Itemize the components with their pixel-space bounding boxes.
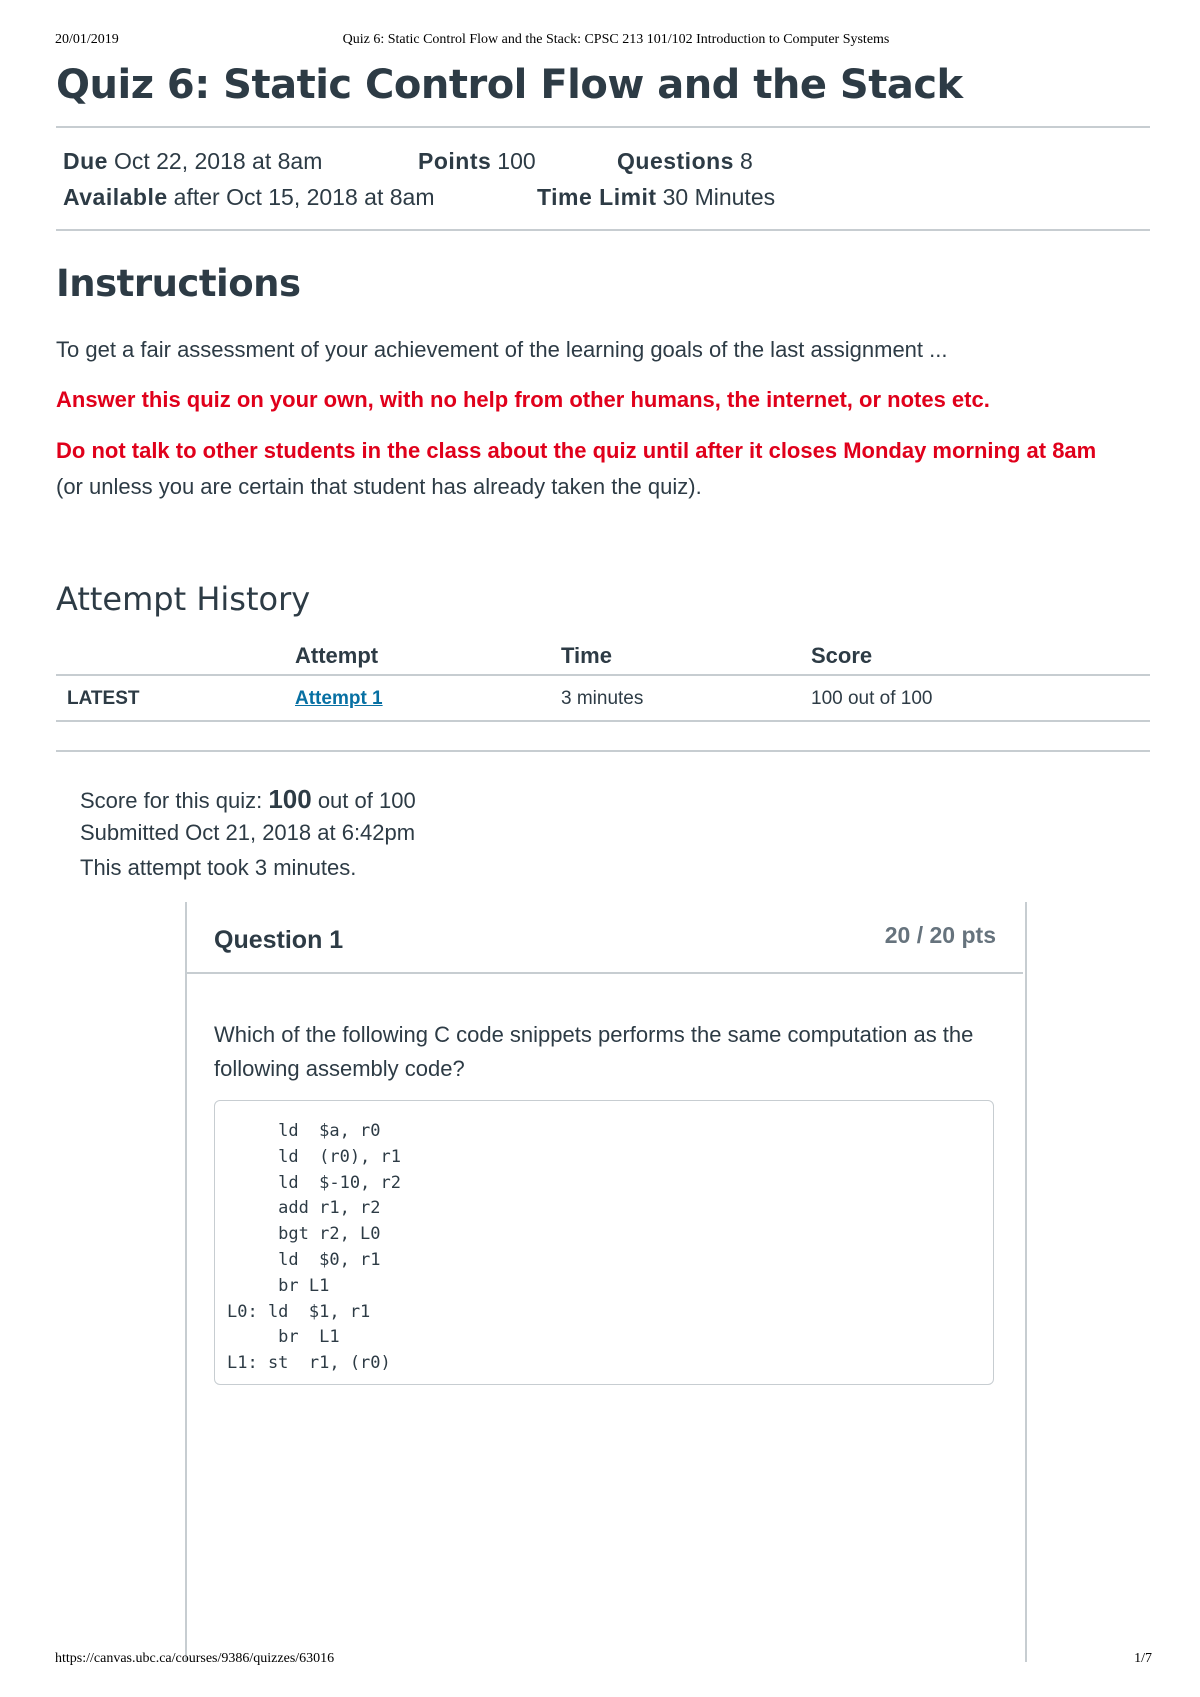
page-number: 1/7	[1134, 1651, 1152, 1666]
time-limit	[537, 184, 775, 211]
quiz-score	[80, 784, 416, 815]
print-header	[0, 28, 1200, 52]
instructions-text: To get a fair assessment of your achievement of the learning goals of the last assignment ...	[56, 337, 948, 362]
latest-badge: LATEST	[67, 688, 140, 709]
points	[418, 148, 536, 175]
score-suffix: out of 100	[311, 788, 416, 813]
instructions-heading: Instructions	[56, 262, 301, 305]
print-page-title: Quiz 6: Static Control Flow and the Stack: CPSC 213 101/102 Introduction to Computer Systems	[342, 32, 890, 47]
attempt-duration: This attempt took 3 minutes.	[80, 855, 357, 880]
time-limit-label: Time Limit	[537, 184, 657, 210]
print-date: 20/01/2019	[55, 32, 119, 47]
print-url: https://canvas.ubc.ca/courses/9386/quizzes/63016	[55, 1651, 335, 1666]
time-limit-value: 30 Minutes	[662, 184, 776, 210]
attempt-time: 3 minutes	[561, 688, 644, 709]
divider	[56, 750, 1150, 752]
questions-count	[617, 148, 753, 175]
question-points: 20 / 20 pts	[884, 922, 996, 948]
divider	[56, 126, 1150, 128]
assembly-code-block: ld $a, r0 ld (r0), r1 ld $-10, r2 add r1, r2 bgt r2, L0 ld $0, r1 br L1 L0: ld $1, r1 br L1 L1: st r1, (r0)	[214, 1100, 994, 1385]
due-label: Due	[63, 148, 108, 174]
question-text: Which of the following C code snippets performs the same computation as the following assembly code?	[214, 1022, 974, 1081]
available-value: after Oct 15, 2018 at 8am	[173, 184, 435, 210]
table-row-divider	[56, 720, 1150, 722]
attempt-history-heading: Attempt History	[56, 580, 311, 618]
attempt-score: 100 out of 100	[811, 688, 933, 709]
instructions-warning-2: Do not talk to other students in the class about the quiz until after it closes Monday morning at 8am	[56, 438, 1097, 463]
column-header-time: Time	[561, 643, 612, 668]
score-prefix: Score for this quiz:	[80, 788, 269, 813]
attempt-link[interactable]: Attempt 1	[295, 688, 383, 709]
divider	[56, 229, 1150, 231]
table-header-divider	[56, 674, 1150, 676]
questions-label: Questions	[617, 148, 734, 174]
due-value: Oct 22, 2018 at 8am	[113, 148, 323, 174]
available-label: Available	[63, 184, 168, 210]
instructions-warning: Answer this quiz on your own, with no help from other humans, the internet, or notes etc.	[56, 387, 990, 412]
submitted-time: Submitted Oct 21, 2018 at 6:42pm	[80, 820, 416, 845]
points-value: 100	[497, 148, 536, 174]
column-header-score: Score	[811, 643, 873, 668]
due-date	[63, 148, 322, 175]
page-title: Quiz 6: Static Control Flow and the Stack	[56, 62, 963, 108]
points-label: Points	[418, 148, 492, 174]
instructions-note: (or unless you are certain that student has already taken the quiz).	[56, 474, 702, 499]
score-value: 100	[268, 784, 312, 814]
questions-value: 8	[739, 148, 753, 174]
question-title: Question 1	[214, 926, 344, 954]
column-header-attempt: Attempt	[295, 643, 379, 668]
available-date	[63, 184, 434, 211]
